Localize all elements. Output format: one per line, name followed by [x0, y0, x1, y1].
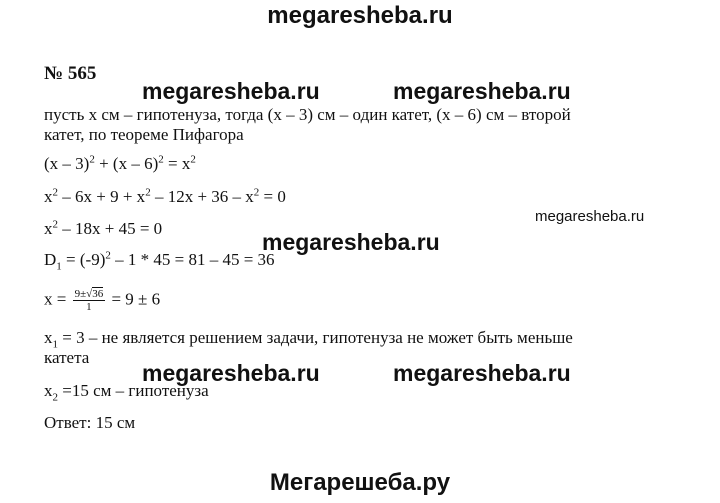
intro-line: пусть х см – гипотенуза, тогда (х – 3) см – один катет, (х – 6) см – второй	[44, 105, 571, 124]
equation-discriminant: $D_1 = (-9)^2 - 1 * 45 = 81 - 45 = 36$	[44, 249, 275, 273]
equation-x2: $x_2 =15$ см – гипотенуза	[44, 381, 209, 404]
task-number: № 565	[44, 63, 97, 84]
watermark: megaresheba.ru	[262, 229, 440, 255]
equation-3: $x^2 - 18x + 45 = 0$	[44, 218, 163, 238]
watermark: megaresheba.ru	[393, 360, 571, 386]
site-footer: Мегарешеба.ру	[269, 469, 451, 496]
watermark: megaresheba.ru	[142, 360, 320, 386]
watermark: megaresheba.ru	[393, 78, 571, 104]
equation-x1-cont: катета	[44, 348, 90, 367]
watermark: megaresheba.ru	[142, 78, 320, 104]
equation-1: $(x - 3)^2 + (x - 6)^2 = x^2$	[44, 153, 196, 173]
fraction: $\frac{9\pm√36}{1}$	[74, 288, 104, 313]
equation-roots: x = $\frac{9\pm√36}{1}$ = 9 ± 6	[44, 288, 161, 313]
answer: Ответ: 15 см	[44, 413, 136, 432]
intro-line: катет, по теореме Пифагора	[44, 125, 244, 144]
equation-x1: $x_1 = 3$ – не является решением задачи, гипотенуза не может быть меньше	[44, 328, 573, 351]
watermark: megaresheba.ru	[535, 208, 645, 225]
site-header: megaresheba.ru	[267, 2, 453, 29]
equation-2: $x^2 - 6x + 9 + x^2 - 12x + 36 - x^2 = 0$	[44, 186, 286, 206]
